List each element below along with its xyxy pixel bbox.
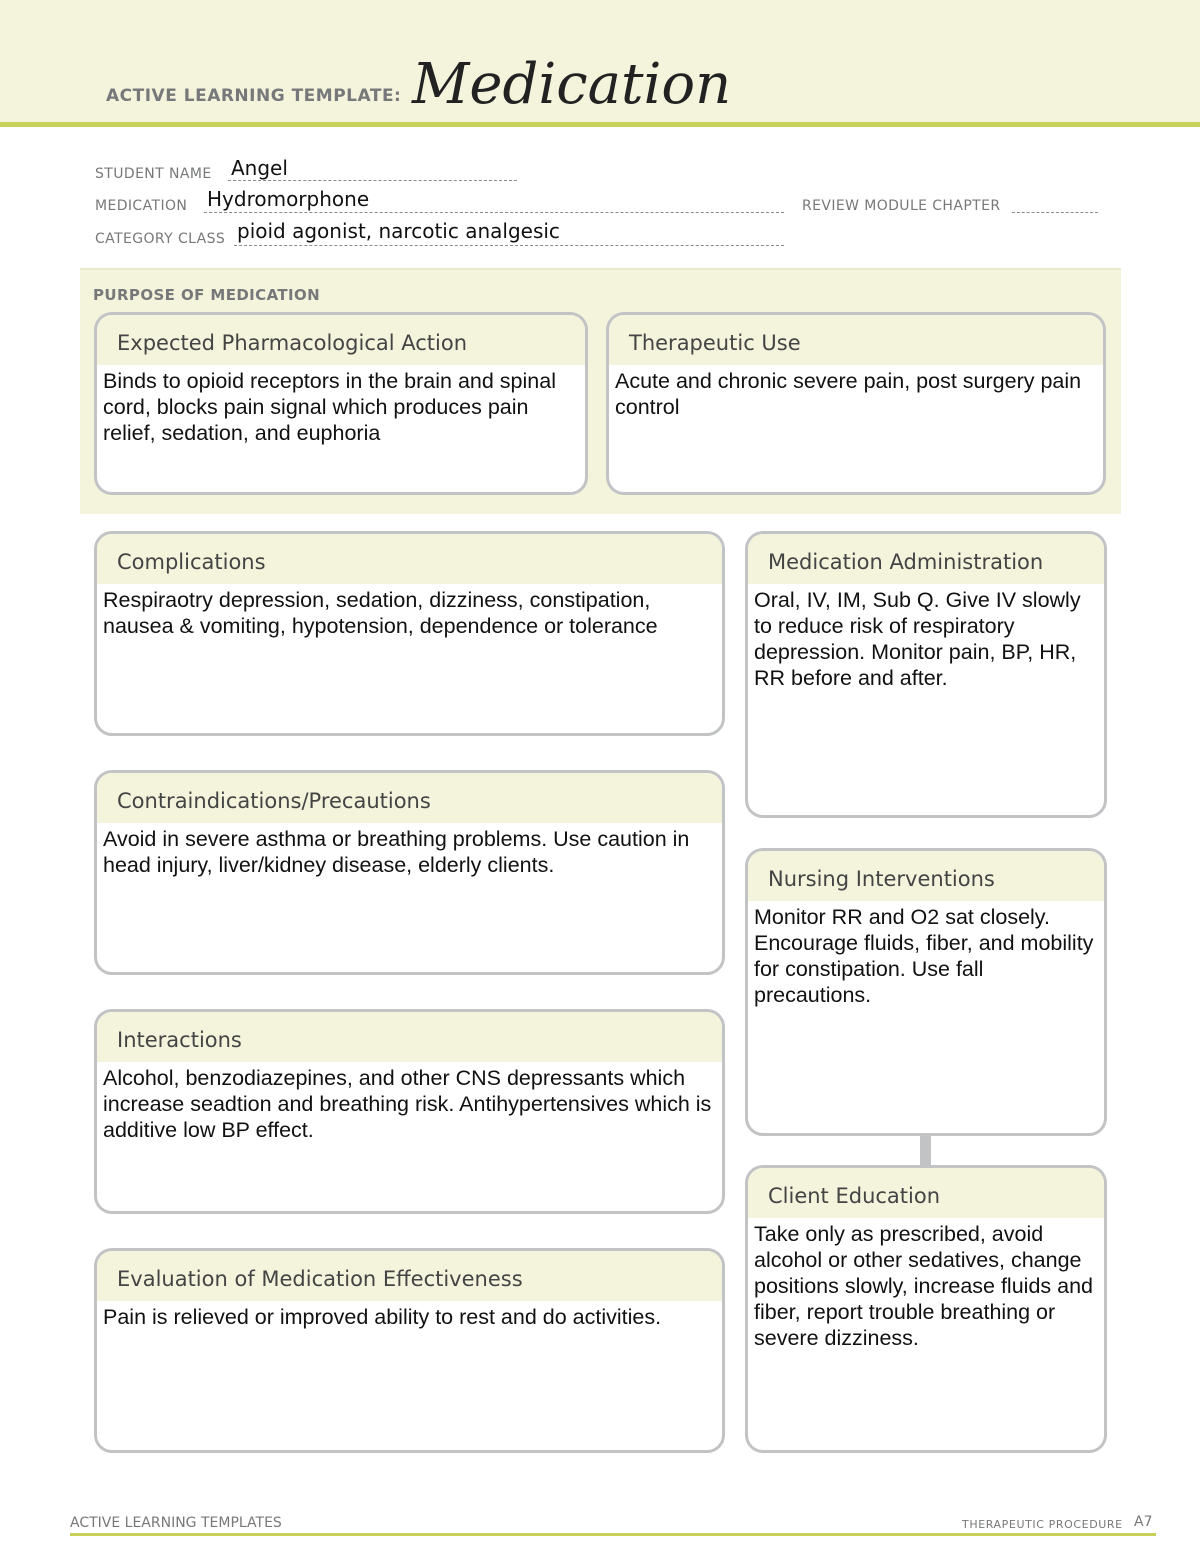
administration-title: Medication Administration [748,534,1104,584]
purpose-label: PURPOSE OF MEDICATION [93,286,321,304]
interactions-box [94,1009,725,1214]
student-name-field[interactable]: Angel [231,156,288,180]
review-module-label: REVIEW MODULE CHAPTER [802,198,1001,214]
review-module-line [1012,212,1098,213]
contraindications-text[interactable]: Avoid in severe asthma or breathing problems. Use caution in head injury, liver/kidney disease, elderly clients. [103,827,690,877]
footer-page-number: A7 [1134,1514,1153,1530]
student-name-line [228,180,517,181]
medication-line [204,212,784,213]
therapeutic-use-box [606,312,1106,495]
nursing-interventions-box [745,848,1107,1136]
client-education-title: Client Education [748,1168,1104,1218]
evaluation-title: Evaluation of Medication Effectiveness [97,1251,722,1301]
category-class-field[interactable]: pioid agonist, narcotic analgesic [237,219,560,243]
interactions-title: Interactions [97,1012,722,1062]
page-title: Medication [412,52,732,117]
footer-divider [70,1533,1156,1536]
header-divider [0,122,1200,127]
complications-text[interactable]: Respiraotry depression, sedation, dizziness, constipation, nausea & vomiting, hypotension, dependence or tolerance [103,588,658,638]
administration-box [745,531,1107,818]
category-class-label: CATEGORY CLASS [95,231,226,247]
medication-label: MEDICATION [95,198,188,214]
therapeutic-use-title: Therapeutic Use [609,315,1103,365]
evaluation-box [94,1248,725,1453]
template-label: ACTIVE LEARNING TEMPLATE: [106,86,402,106]
evaluation-text[interactable]: Pain is relieved or improved ability to rest and do activities. [103,1305,662,1329]
footer-right-label: THERAPEUTIC PROCEDURE [962,1518,1123,1531]
medication-field[interactable]: Hydromorphone [207,187,370,211]
expected-action-text[interactable]: Binds to opioid receptors in the brain and spinal cord, blocks pain signal which produces pain relief, sedation, and euphoria [103,369,556,445]
footer-left-label: ACTIVE LEARNING TEMPLATES [70,1515,282,1531]
expected-action-box [94,312,588,495]
complications-box [94,531,725,736]
complications-title: Complications [97,534,722,584]
client-education-text[interactable]: Take only as prescribed, avoid alcohol or other sedatives, change positions slowly, increase fluids and fiber, report trouble breathing or severe dizziness. [754,1222,1093,1350]
nursing-interventions-text[interactable]: Monitor RR and O2 sat closely. Encourage fluids, fiber, and mobility for constipation. Use fall precautions. [754,905,1094,1007]
nursing-interventions-title: Nursing Interventions [748,851,1104,901]
student-name-label: STUDENT NAME [95,166,212,182]
interactions-text[interactable]: Alcohol, benzodiazepines, and other CNS depressants which increase seadtion and breathing risk. Antihypertensives which is additive low BP effect. [103,1066,712,1142]
contraindications-title: Contraindications/Precautions [97,773,722,823]
box-connector [920,1134,931,1166]
expected-action-title: Expected Pharmacological Action [97,315,585,365]
therapeutic-use-text[interactable]: Acute and chronic severe pain, post surgery pain control [615,369,1082,419]
contraindications-box [94,770,725,975]
administration-text[interactable]: Oral, IV, IM, Sub Q. Give IV slowly to reduce risk of respiratory depression. Monitor pain, BP, HR, RR before and after. [754,588,1081,690]
client-education-box [745,1165,1107,1453]
category-class-line [234,245,784,246]
